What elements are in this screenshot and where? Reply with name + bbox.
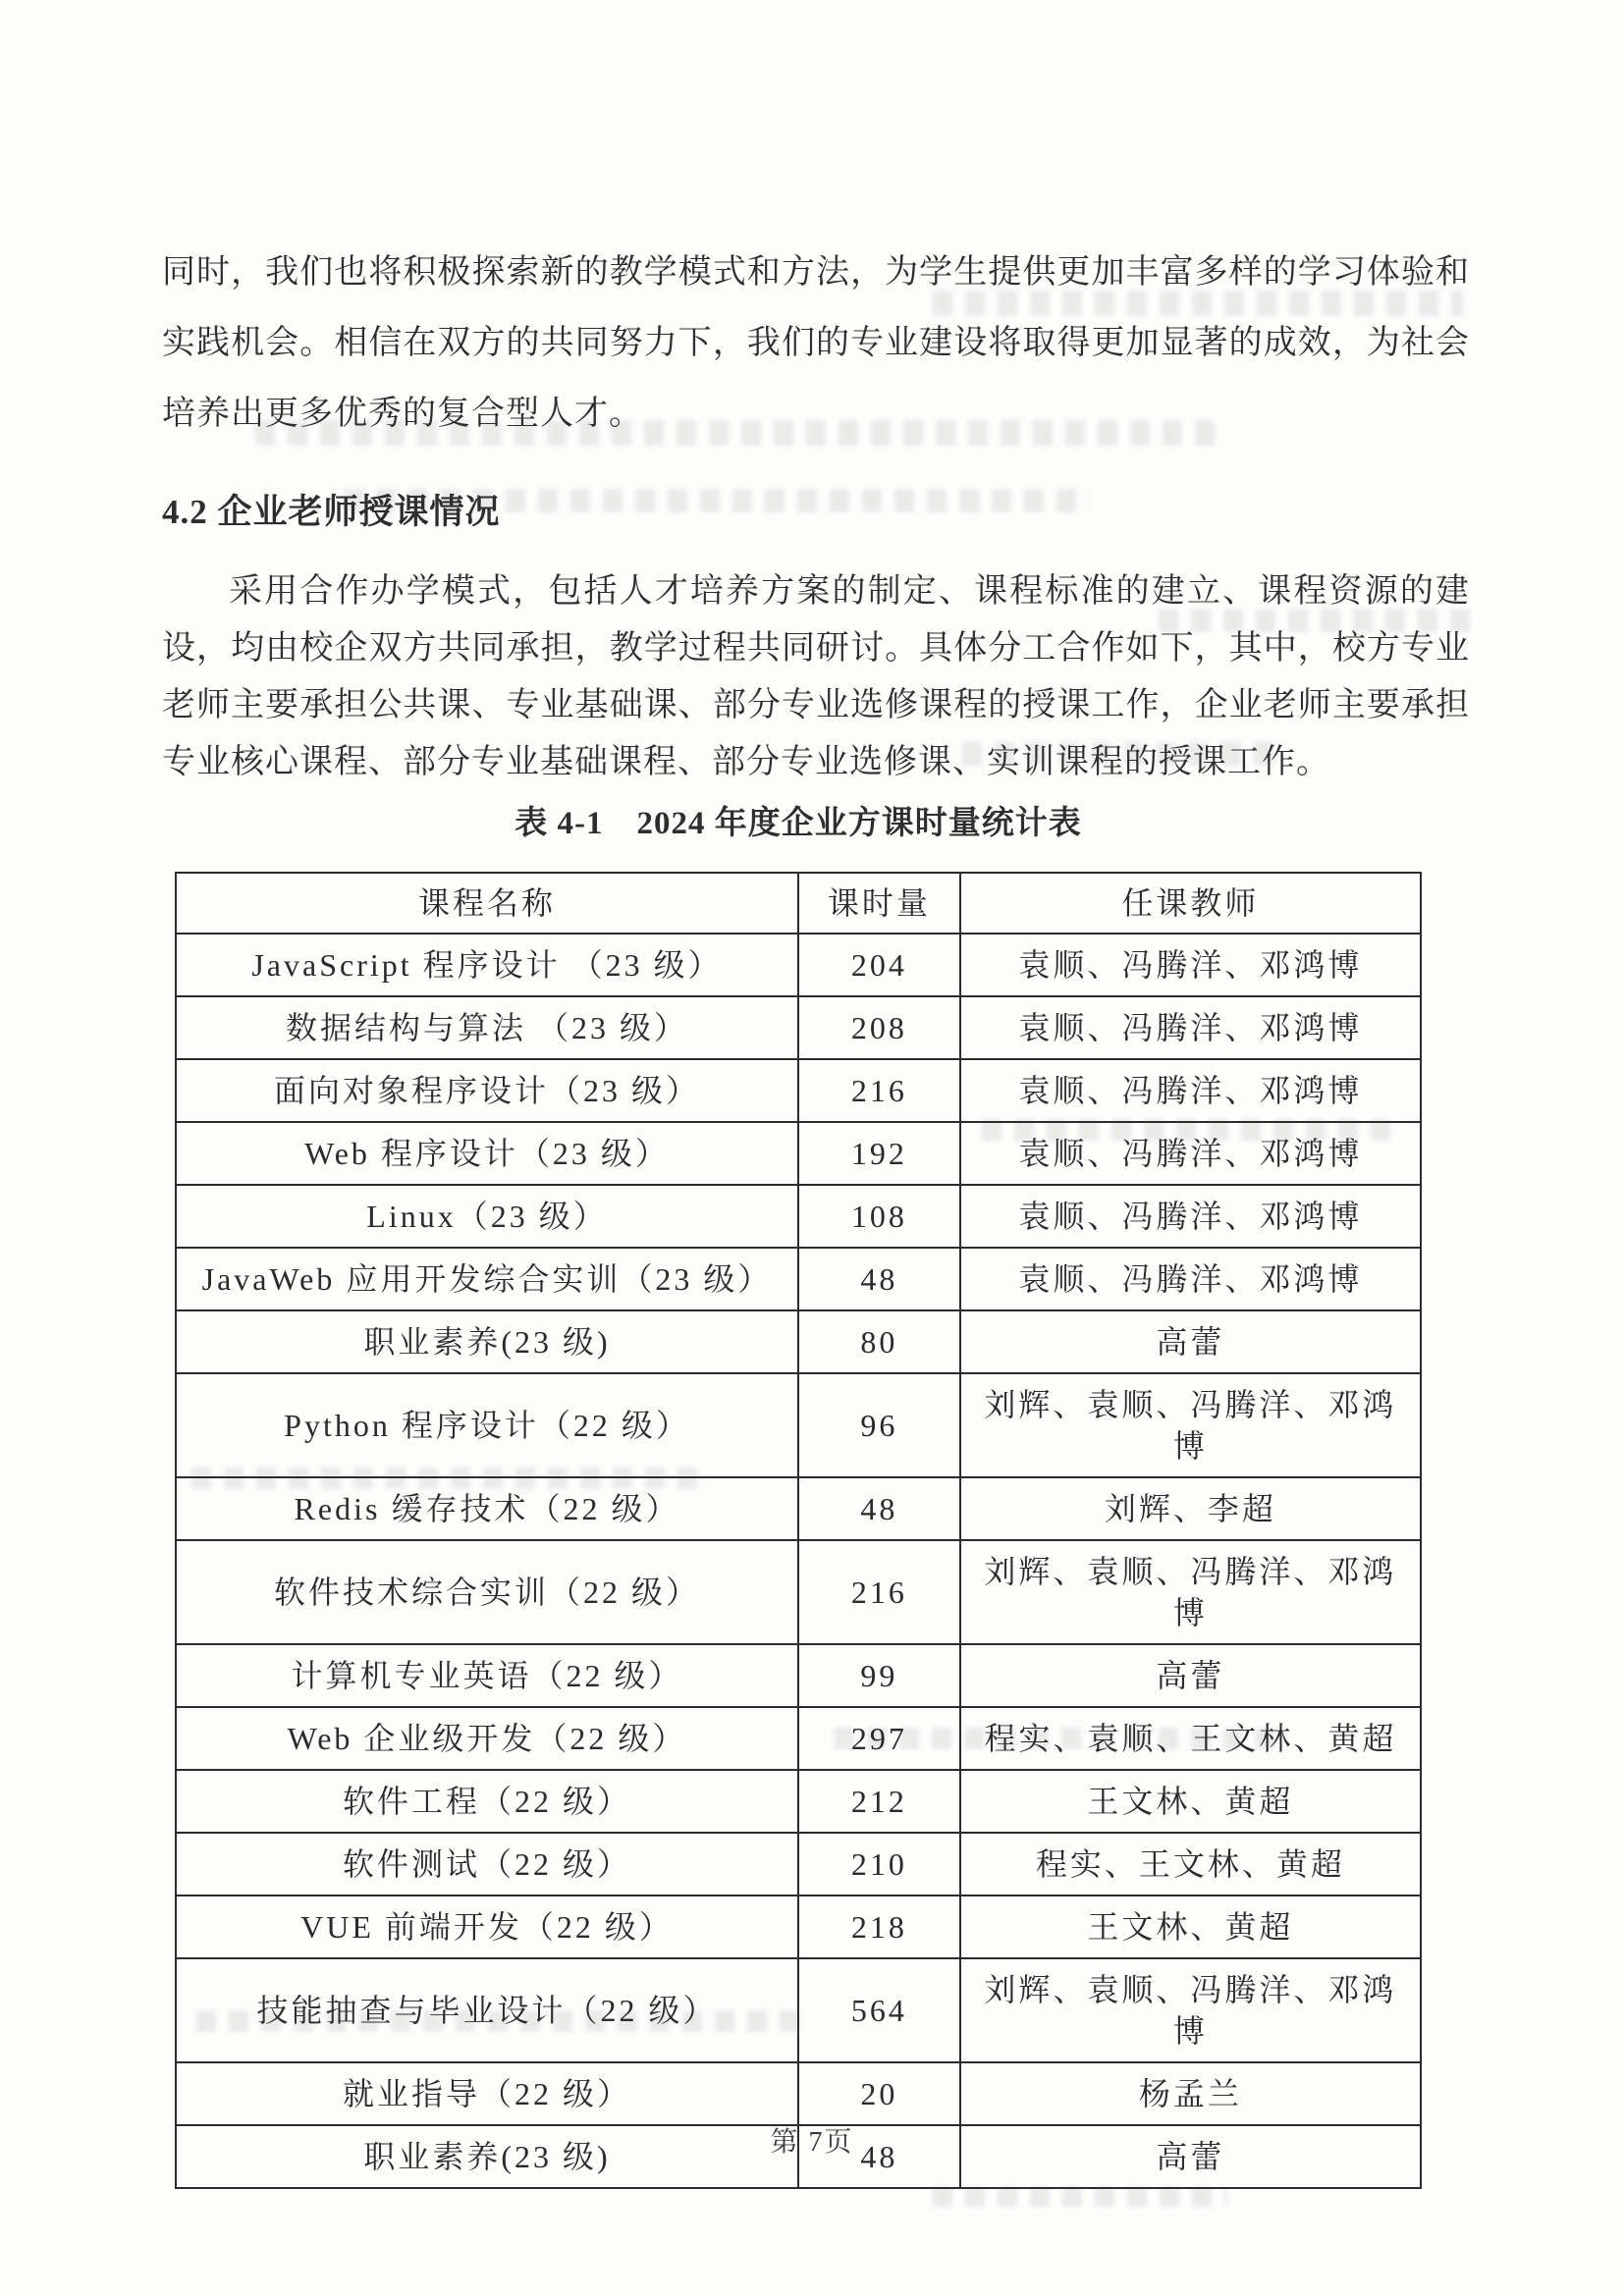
teachers-cell: 王文林、黄超 <box>960 1896 1421 1958</box>
course-name-cell: 技能抽查与毕业设计（22 级） <box>176 1958 798 2062</box>
teachers-cell: 高蕾 <box>960 1310 1421 1373</box>
hours-cell: 210 <box>798 1833 960 1896</box>
table-row <box>176 996 1421 1059</box>
teachers-cell: 刘辉、袁顺、冯腾洋、邓鸿博 <box>960 1958 1421 2062</box>
course-name-header: 课程名称 <box>176 873 798 934</box>
page-number: 第 7页 <box>770 2127 854 2158</box>
teachers-cell: 刘辉、袁顺、冯腾洋、邓鸿博 <box>960 1373 1421 1477</box>
course-name-cell: JavaScript 程序设计 （23 级） <box>176 934 798 996</box>
table-row <box>176 1896 1421 1958</box>
table-row <box>176 1477 1421 1540</box>
table-row <box>176 1833 1421 1896</box>
hours-cell: 80 <box>798 1310 960 1373</box>
hours-cell: 216 <box>798 1059 960 1122</box>
table-row <box>176 1248 1421 1310</box>
course-name-cell: VUE 前端开发（22 级） <box>176 1896 798 1958</box>
course-name-cell: 软件技术综合实训（22 级） <box>176 1540 798 1644</box>
hours-cell: 216 <box>798 1540 960 1644</box>
course-name-cell: 软件测试（22 级） <box>176 1833 798 1896</box>
course-name-cell: JavaWeb 应用开发综合实训（23 级） <box>176 1248 798 1310</box>
course-name-cell: 职业素养(23 级) <box>176 1310 798 1373</box>
table-row <box>176 1958 1421 2062</box>
teachers-cell: 刘辉、袁顺、冯腾洋、邓鸿博 <box>960 1540 1421 1644</box>
table-row <box>176 934 1421 996</box>
course-name-cell: 数据结构与算法 （23 级） <box>176 996 798 1059</box>
intro-paragraph: 同时，我们也将积极探索新的教学模式和方法，为学生提供更加丰富多样的学习体验和实践机会。相信在双方的共同努力下，我们的专业建设将取得更加显著的成效，为社会培养出更多优秀的复合型人才。 <box>162 254 1470 432</box>
table-row <box>176 1707 1421 1770</box>
table-row <box>176 1122 1421 1185</box>
hours-cell: 48 <box>798 1248 960 1310</box>
course-table-body <box>176 934 1421 2188</box>
teachers-cell: 袁顺、冯腾洋、邓鸿博 <box>960 934 1421 996</box>
course-name-cell: 职业素养(23 级) <box>176 2125 798 2188</box>
table-caption: 表 4-1 2024 年度企业方课时量统计表 <box>514 806 1082 841</box>
teachers-header: 任课教师 <box>960 873 1421 934</box>
course-name-cell: 面向对象程序设计（23 级） <box>176 1059 798 1122</box>
section-paragraph: 采用合作办学模式，包括人才培养方案的制定、课程标准的建立、课程资源的建设，均由校企双方共同承担，教学过程共同研讨。具体分工合作如下，其中，校方专业老师主要承担公共课、专业基础课、部分专业选修课程的授课工作，企业老师主要承担专业核心课程、部分专业基础课程、部分专业选修课、实训课程的授课工作。 <box>162 573 1470 780</box>
hours-cell: 218 <box>798 1896 960 1958</box>
hours-cell: 212 <box>798 1770 960 1833</box>
section-heading: 4.2 企业老师授课情况 <box>162 493 501 532</box>
teachers-cell: 程实、袁顺、王文林、黄超 <box>960 1707 1421 1770</box>
table-row <box>176 1644 1421 1707</box>
course-name-cell: 软件工程（22 级） <box>176 1770 798 1833</box>
hours-cell: 297 <box>798 1707 960 1770</box>
table-header-row <box>176 873 1421 934</box>
teachers-cell: 杨孟兰 <box>960 2062 1421 2125</box>
course-name-cell: 计算机专业英语（22 级） <box>176 1644 798 1707</box>
table-row <box>176 2062 1421 2125</box>
hours-cell: 564 <box>798 1958 960 2062</box>
table-row <box>176 1770 1421 1833</box>
hours-cell: 20 <box>798 2062 960 2125</box>
hours-cell: 108 <box>798 1185 960 1248</box>
table-row <box>176 1373 1421 1477</box>
course-name-cell: Web 企业级开发（22 级） <box>176 1707 798 1770</box>
table-row <box>176 1059 1421 1122</box>
bleed-through-artifact <box>933 2187 1227 2207</box>
hours-cell: 192 <box>798 1122 960 1185</box>
teachers-cell: 袁顺、冯腾洋、邓鸿博 <box>960 996 1421 1059</box>
course-name-cell: 就业指导（22 级） <box>176 2062 798 2125</box>
hours-cell: 96 <box>798 1373 960 1477</box>
hours-cell: 208 <box>798 996 960 1059</box>
teachers-cell: 程实、王文林、黄超 <box>960 1833 1421 1896</box>
hours-cell: 48 <box>798 2125 960 2188</box>
teachers-cell: 袁顺、冯腾洋、邓鸿博 <box>960 1059 1421 1122</box>
course-hours-table <box>175 872 1422 2189</box>
course-name-cell: Python 程序设计（22 级） <box>176 1373 798 1477</box>
course-name-cell: Redis 缓存技术（22 级） <box>176 1477 798 1540</box>
course-name-cell: Web 程序设计（23 级） <box>176 1122 798 1185</box>
teachers-cell: 高蕾 <box>960 2125 1421 2188</box>
table-row <box>176 1185 1421 1248</box>
teachers-cell: 王文林、黄超 <box>960 1770 1421 1833</box>
hours-cell: 99 <box>798 1644 960 1707</box>
hours-cell: 48 <box>798 1477 960 1540</box>
teachers-cell: 袁顺、冯腾洋、邓鸿博 <box>960 1248 1421 1310</box>
teachers-cell: 高蕾 <box>960 1644 1421 1707</box>
course-name-cell: Linux（23 级） <box>176 1185 798 1248</box>
hours-header: 课时量 <box>798 873 960 934</box>
teachers-cell: 刘辉、李超 <box>960 1477 1421 1540</box>
teachers-cell: 袁顺、冯腾洋、邓鸿博 <box>960 1185 1421 1248</box>
table-row <box>176 1540 1421 1644</box>
teachers-cell: 袁顺、冯腾洋、邓鸿博 <box>960 1122 1421 1185</box>
table-row <box>176 1310 1421 1373</box>
hours-cell: 204 <box>798 934 960 996</box>
